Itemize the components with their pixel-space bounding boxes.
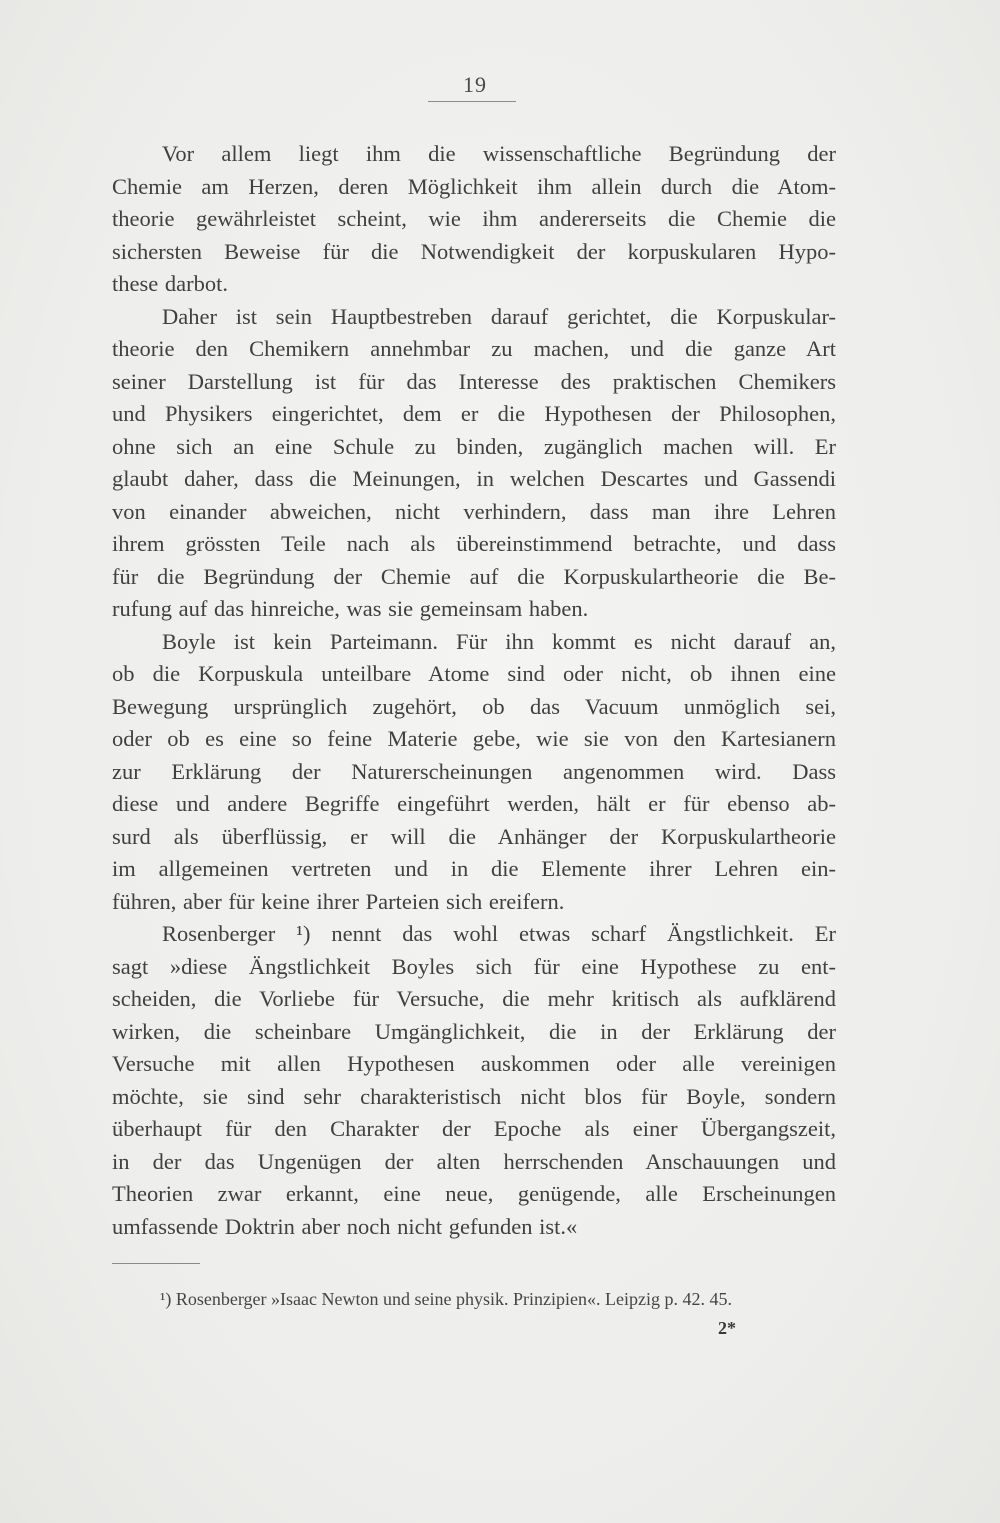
text-line: für die Begründung der Chemie auf die Korpuskulartheorie die Be- <box>112 563 836 589</box>
text-line: glaubt daher, dass die Meinungen, in welchen Descartes und Gassendi <box>112 466 836 491</box>
text-line: Rosenberger ¹) nennt das wohl etwas scharf Ängstlichkeit. Er <box>162 921 836 946</box>
page-number: 19 <box>463 72 487 97</box>
text-line: überhaupt für den Charakter der Epoche als einer Übergangszeit, <box>112 1116 836 1141</box>
text-line: scheiden, die Vorliebe für Versuche, die mehr kritisch als aufklärend <box>112 986 836 1011</box>
text-line: umfassende Doktrin aber noch nicht gefunden ist.« <box>112 1213 578 1239</box>
text-line: sagt »diese Ängstlichkeit Boyles sich für eine Hypothese zu ent- <box>112 953 836 979</box>
text-line: Daher ist sein Hauptbestreben darauf gerichtet, die Korpuskular- <box>162 303 836 329</box>
text-line: zur Erklärung der Naturerscheinungen angenommen wird. Dass <box>112 758 836 784</box>
text-line: diese und andere Begriffe eingeführt werden, hält er für ebenso ab- <box>112 791 836 816</box>
text-line: oder ob es eine so feine Materie gebe, wie sie von den Kartesianern <box>112 726 836 751</box>
text-line: im allgemeinen vertreten und in die Elemente ihrer Lehren ein- <box>112 856 836 881</box>
text-line: ihrem grössten Teile nach als übereinstimmend betrachte, und dass <box>112 531 836 556</box>
text-line: von einander abweichen, nicht verhindern, dass man ihre Lehren <box>112 498 836 524</box>
footnote-rule <box>112 1263 200 1264</box>
text-line: möchte, sie sind sehr charakteristisch nicht blos für Boyle, sondern <box>112 1083 836 1109</box>
text-line: Versuche mit allen Hypothesen auskommen oder alle vereinigen <box>112 1051 836 1076</box>
text-line: Boyle ist kein Parteimann. Für ihn kommt es nicht darauf an, <box>162 628 836 654</box>
signature-mark: 2* <box>718 1318 736 1338</box>
text-line: these darbot. <box>112 271 228 296</box>
body-text <box>112 138 836 1243</box>
text-line: wirken, die scheinbare Umgänglichkeit, die in der Erklärung der <box>112 1018 836 1044</box>
text-line: Theorien zwar erkannt, eine neue, genügende, alle Erscheinungen <box>112 1181 836 1206</box>
text-line: Vor allem liegt ihm die wissenschaftliche Begründung der <box>162 141 836 166</box>
text-line: führen, aber für keine ihrer Parteien sich ereifern. <box>112 888 565 914</box>
text-line: seiner Darstellung ist für das Interesse des praktischen Chemikers <box>112 368 836 394</box>
text-line: ob die Korpuskula unteilbare Atome sind oder nicht, ob ihnen eine <box>112 661 836 686</box>
text-line: sichersten Beweise für die Notwendigkeit der korpuskularen Hypo- <box>112 238 836 264</box>
header-rule <box>428 101 516 102</box>
text-line: surd als überflüssig, er will die Anhänger der Korpuskulartheorie <box>112 823 836 849</box>
text-line: theorie gewährleistet scheint, wie ihm andererseits die Chemie die <box>112 206 836 231</box>
text-line: rufung auf das hinreiche, was sie gemeinsam haben. <box>112 596 589 621</box>
text-line: theorie den Chemikern annehmbar zu machen, und die ganze Art <box>112 336 836 361</box>
text-line: und Physikers eingerichtet, dem er die Hypothesen der Philosophen, <box>112 401 836 426</box>
text-line: Bewegung ursprünglich zugehört, ob das Vacuum unmöglich sei, <box>112 693 836 719</box>
text-line: ohne sich an eine Schule zu binden, zugänglich machen will. Er <box>112 433 836 459</box>
text-line: in der das Ungenügen der alten herrschenden Anschauungen und <box>112 1148 836 1174</box>
footnote: ¹) Rosenberger »Isaac Newton und seine physik. Prinzipien«. Leipzig p. 42. 45. <box>160 1289 732 1309</box>
text-line: Chemie am Herzen, deren Möglichkeit ihm allein durch die Atom- <box>112 173 836 199</box>
